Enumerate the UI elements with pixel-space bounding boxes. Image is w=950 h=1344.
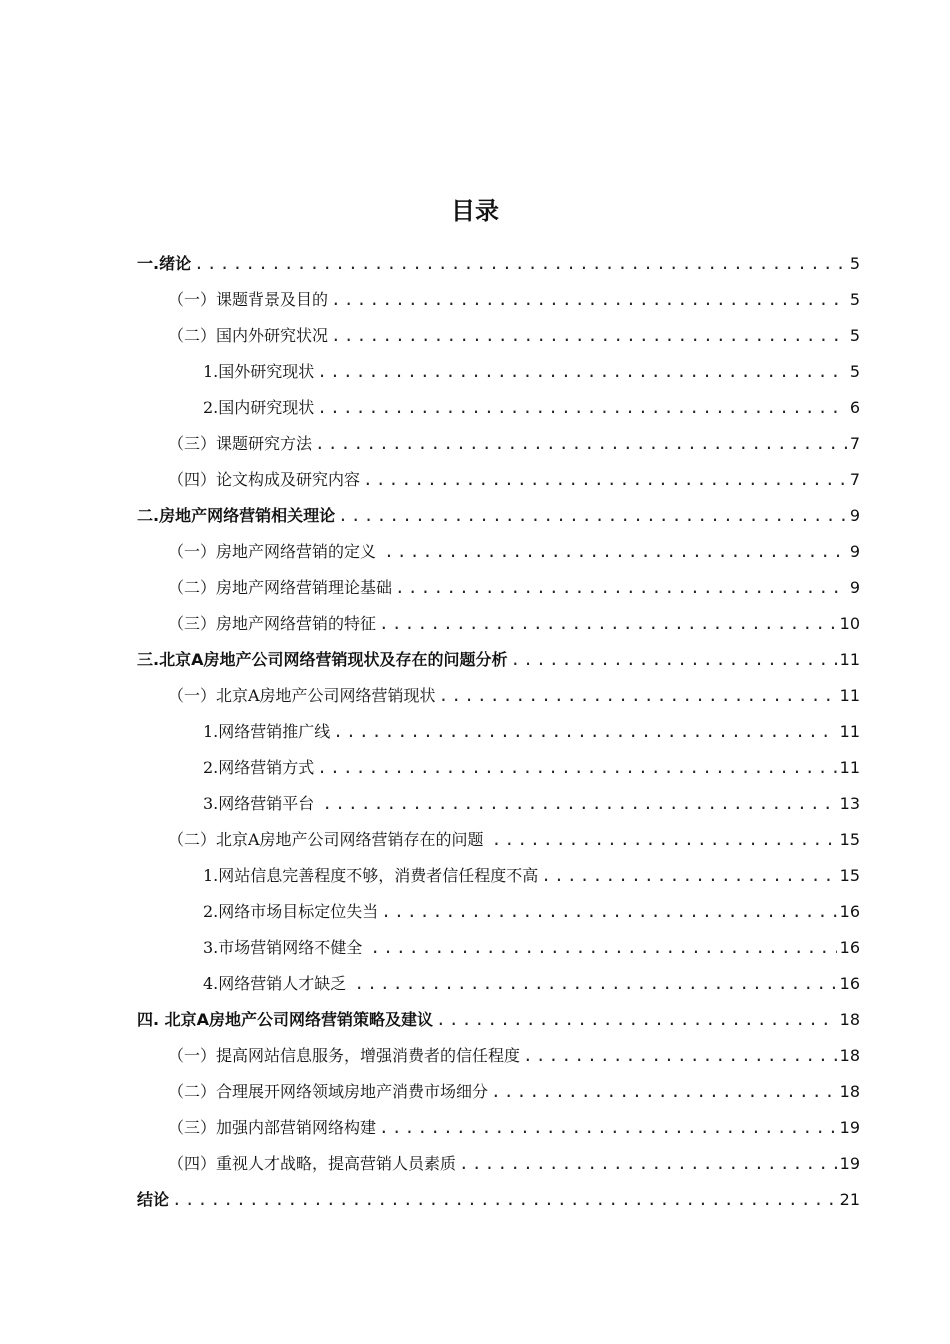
toc-entry-label: （三）加强内部营销网络构建 <box>168 1118 377 1137</box>
toc-dot-leader <box>492 829 837 851</box>
toc-entry-page-number: 18 <box>839 1010 860 1029</box>
toc-entry-page-number: 15 <box>839 866 860 885</box>
toc-entry-page-number: 5 <box>849 362 860 381</box>
toc-dot-leader <box>379 613 837 635</box>
toc-dot-leader <box>491 1081 837 1103</box>
toc-entry-page-number: 9 <box>849 578 860 597</box>
toc-entry-label: （二）房地产网络营销理论基础 <box>168 578 393 597</box>
toc-entry-label: 1.网络营销推广线 <box>203 722 331 741</box>
toc-dot-leader <box>322 793 836 815</box>
toc-entry-label: （二）北京A房地产公司网络营销存在的问题 <box>168 830 489 849</box>
toc-entry-page-number: 16 <box>839 902 860 921</box>
toc-entry[interactable] <box>168 1109 860 1139</box>
toc-dot-leader <box>439 685 837 707</box>
toc-entry[interactable] <box>168 605 860 635</box>
toc-dot-leader <box>459 1153 837 1175</box>
toc-entry-page-number: 10 <box>839 614 860 633</box>
toc-entry[interactable] <box>168 1073 860 1103</box>
toc-entry-page-number: 21 <box>839 1190 860 1209</box>
toc-entry-label: 4.网络营销人才缺乏 <box>203 974 352 993</box>
toc-dot-leader <box>317 361 847 383</box>
toc-entry-label: （三）课题研究方法 <box>168 434 313 453</box>
toc-entry-label: 1.网站信息完善程度不够，消费者信任程度不高 <box>203 866 539 885</box>
toc-dot-leader <box>510 649 836 671</box>
toc-entry-label: 2.国内研究现状 <box>203 398 315 417</box>
toc-entry-label: 三.北京A房地产公司网络营销现状及存在的问题分析 <box>137 650 508 669</box>
toc-entry-label: （三）房地产网络营销的特征 <box>168 614 377 633</box>
page-title: 目录 <box>451 197 499 225</box>
toc-entry-page-number: 19 <box>839 1154 860 1173</box>
toc-entry-page-number: 5 <box>849 290 860 309</box>
toc-dot-leader <box>379 1117 837 1139</box>
toc-dot-leader <box>523 1045 837 1067</box>
toc-entry-page-number: 5 <box>849 326 860 345</box>
toc-entry-page-number: 18 <box>839 1046 860 1065</box>
toc-entry-label: 3.网络营销平台 <box>203 794 320 813</box>
toc-entry-label: （一）提高网站信息服务，增强消费者的信任程度 <box>168 1046 521 1065</box>
toc-entry[interactable] <box>168 569 860 599</box>
toc-entry-page-number: 11 <box>839 722 860 741</box>
toc-entry[interactable] <box>203 749 860 779</box>
toc-entry-label: （一）课题背景及目的 <box>168 290 329 309</box>
toc-entry-label: 2.网络市场目标定位失当 <box>203 902 379 921</box>
toc-entry-page-number: 11 <box>839 758 860 777</box>
toc-entry-page-number: 11 <box>839 686 860 705</box>
toc-dot-leader <box>317 397 847 419</box>
toc-entry[interactable] <box>168 317 860 347</box>
toc-entry-page-number: 6 <box>849 398 860 417</box>
toc-entry-page-number: 19 <box>839 1118 860 1137</box>
toc-entry[interactable] <box>203 353 860 383</box>
toc-entry[interactable] <box>168 533 860 563</box>
toc-entry[interactable] <box>137 641 860 671</box>
toc-dot-leader <box>370 937 836 959</box>
toc-dot-leader <box>331 325 847 347</box>
toc-entry[interactable] <box>203 713 860 743</box>
toc-dot-leader <box>172 1189 837 1211</box>
toc-entry-label: 一.绪论 <box>137 254 192 273</box>
toc-entry-page-number: 13 <box>839 794 860 813</box>
toc-entry-page-number: 5 <box>849 254 860 273</box>
toc-entry-label: 1.国外研究现状 <box>203 362 315 381</box>
toc-entry-page-number: 16 <box>839 938 860 957</box>
toc-entry-page-number: 18 <box>839 1082 860 1101</box>
toc-entry[interactable] <box>168 1037 860 1067</box>
toc-entry[interactable] <box>137 1181 860 1211</box>
toc-dot-leader <box>317 757 836 779</box>
toc-dot-leader <box>315 433 847 455</box>
toc-dot-leader <box>331 289 847 311</box>
toc-entry[interactable] <box>168 677 860 707</box>
toc-entry-label: （二）国内外研究状况 <box>168 326 329 345</box>
toc-entry[interactable] <box>168 1145 860 1175</box>
toc-entry-page-number: 7 <box>849 470 860 489</box>
toc-entry-page-number: 11 <box>839 650 860 669</box>
toc-entry-page-number: 9 <box>849 542 860 561</box>
toc-dot-leader <box>541 865 836 887</box>
toc-entry[interactable] <box>203 965 860 995</box>
toc-dot-leader <box>381 901 836 923</box>
toc-entry-page-number: 7 <box>849 434 860 453</box>
toc-entry-label: 二.房地产网络营销相关理论 <box>137 506 336 525</box>
toc-entry-page-number: 9 <box>849 506 860 525</box>
toc-entry-label: （四）论文构成及研究内容 <box>168 470 361 489</box>
toc-entry[interactable] <box>168 821 860 851</box>
toc-entry[interactable] <box>137 497 860 527</box>
toc-entry-label: （四）重视人才战略，提高营销人员素质 <box>168 1154 457 1173</box>
toc-entry[interactable] <box>203 929 860 959</box>
toc-dot-leader <box>384 541 847 563</box>
toc-dot-leader <box>354 973 836 995</box>
toc-entry-label: （一）北京A房地产公司网络营销现状 <box>168 686 436 705</box>
toc-entry-label: 3.市场营销网络不健全 <box>203 938 368 957</box>
toc-entry[interactable] <box>137 245 860 275</box>
toc-entry[interactable] <box>203 389 860 419</box>
toc-entry[interactable] <box>137 1001 860 1031</box>
toc-dot-leader <box>333 721 836 743</box>
toc-entry[interactable] <box>168 281 860 311</box>
toc-entry-label: 四. 北京A房地产公司网络营销策略及建议 <box>137 1010 434 1029</box>
toc-entry[interactable] <box>203 857 860 887</box>
toc-dot-leader <box>338 505 847 527</box>
toc-entry[interactable] <box>168 425 860 455</box>
toc-dot-leader <box>363 469 847 491</box>
toc-entry-page-number: 15 <box>839 830 860 849</box>
toc-entry-label: 结论 <box>137 1190 170 1209</box>
toc-entry[interactable] <box>203 893 860 923</box>
toc-entry-label: （二）合理展开网络领域房地产消费市场细分 <box>168 1082 489 1101</box>
toc-dot-leader <box>395 577 847 599</box>
toc-dot-leader <box>436 1009 837 1031</box>
toc-entry[interactable] <box>203 785 860 815</box>
toc-dot-leader <box>194 253 847 275</box>
toc-entry[interactable] <box>168 461 860 491</box>
toc-entry-label: （一）房地产网络营销的定义 <box>168 542 382 561</box>
toc-entry-page-number: 16 <box>839 974 860 993</box>
toc-entry-label: 2.网络营销方式 <box>203 758 315 777</box>
